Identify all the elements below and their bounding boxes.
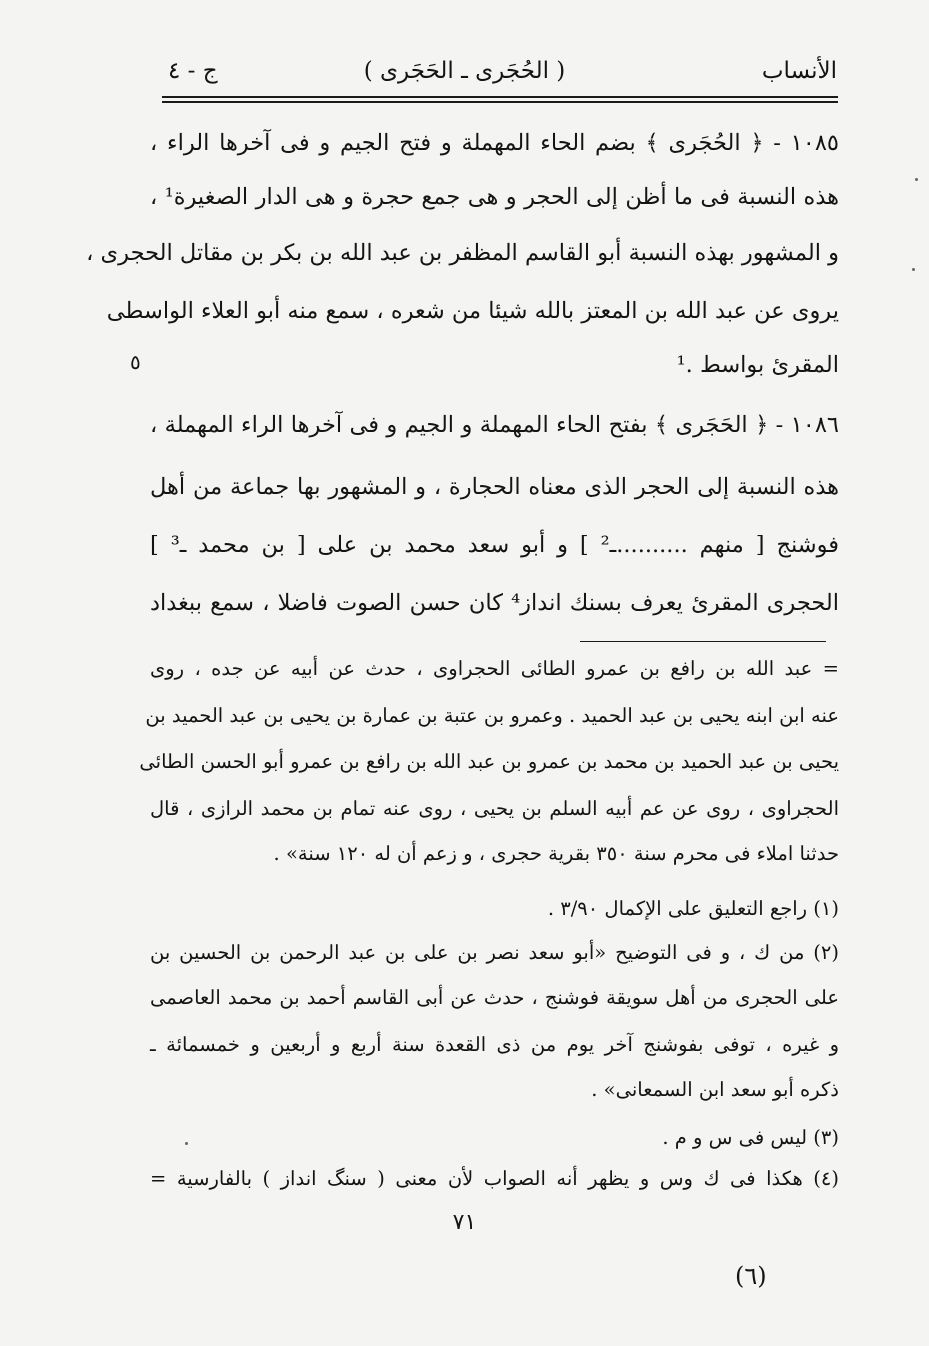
footnote-line-2: عنه ابن ابنه يحيى بن عبد الحميد . وعمرو بن عتبة بن عمارة بن يحيى بن عبد الحميد بن — [145, 704, 839, 727]
scan-speck — [912, 268, 915, 271]
scan-speck — [185, 1142, 188, 1145]
margin-line-number: ٥ — [130, 350, 141, 374]
page-number: ٧١ — [452, 1210, 477, 1235]
body-line-6: ١٠٨٦ - ﴿ الحَجَرى ﴾ بفتح الحاء المهملة و الجيم و فى آخرها الراء المهملة ، — [150, 412, 839, 438]
body-line-2: هذه النسبة فى ما أظن إلى الحجر و هى جمع حجرة و هى الدار الصغيرة¹ ، — [150, 184, 839, 210]
body-line-8: فوشنج [ منهم ..........ـ² ] و أبو سعد محمد بن على [ بن محمد ـ³ ] — [150, 532, 839, 558]
footnote-line-4: الحجراوى ، روى عن عم أبيه السلم بن يحيى ، روى عنه تمام بن محمد الرازى ، قال — [150, 797, 839, 820]
footnote-4: (٤) هكذا فى ك وس و يظهر أنه الصواب لأن معنى ( سنگ انداز ) بالفارسية = — [150, 1167, 839, 1190]
body-line-4: يروى عن عبد الله بن المعتز بالله شيئا من شعره ، سمع منه أبو العلاء الواسطى — [106, 298, 839, 324]
footnote-2-line-4: ذكره أبو سعد ابن السمعانى» . — [591, 1078, 839, 1101]
scan-speck — [915, 178, 918, 181]
footnote-2-line-2: على الحجرى من أهل سويقة فوشنج ، حدث عن أبى القاسم أحمد بن محمد العاصمى — [150, 986, 839, 1009]
footnote-separator — [580, 641, 826, 642]
footnote-2-line-1: (٢) من ك ، و فى التوضيح «أبو سعد نصر بن على بن عبد الرحمن بن الحسين بن — [150, 941, 839, 964]
body-line-3: و المشهور بهذه النسبة أبو القاسم المظفر بن عبد الله بن بكر بن مقاتل الحجرى ، — [86, 240, 839, 266]
body-line-5: المقرئ بواسط .¹ — [676, 352, 839, 378]
running-header-book-title: الأنساب — [761, 58, 837, 84]
body-line-9: الحجرى المقرئ يعرف بسنك انداز⁴ كان حسن الصوت فاضلا ، سمع ببغداد — [150, 590, 839, 616]
header-rule-bottom — [162, 101, 838, 103]
running-header-volume: ج - ٤ — [168, 58, 218, 84]
footnote-2-line-3: و غيره ، توفى بفوشنج آخر يوم من ذى القعدة سنة أربع و أربعين و خمسمائة ـ — [150, 1033, 839, 1056]
body-line-7: هذه النسبة إلى الحجر الذى معناه الحجارة ، و المشهور بها جماعة من أهل — [150, 474, 839, 500]
footnote-line-3: يحيى بن عبد الحميد بن محمد بن عمرو بن عبد الله بن رافع بن عمرو أبو الحسن الطائى — [139, 750, 839, 773]
footnote-line-5: حدثنا املاء فى محرم سنة ٣٥٠ بقرية حجرى ، و زعم أن له ١٢٠ سنة» . — [273, 842, 839, 865]
footnote-line-1: = عبد الله بن رافع بن عمرو الطائى الحجراوى ، حدث عن أبيه عن جده ، روى — [150, 657, 839, 680]
header-rule-top — [162, 96, 838, 98]
sheet-number: (٦) — [735, 1262, 767, 1290]
footnote-3: (٣) ليس فى س و م . — [662, 1126, 839, 1149]
running-header-entry-names: ( الحُجَرى ـ الحَجَرى ) — [363, 58, 566, 84]
footnote-1: (١) راجع التعليق على الإكمال ٣/٩٠ . — [547, 897, 839, 920]
body-line-1: ١٠٨٥ - ﴿ الحُجَرى ﴾ بضم الحاء المهملة و فتح الجيم و فى آخرها الراء ، — [150, 130, 839, 156]
